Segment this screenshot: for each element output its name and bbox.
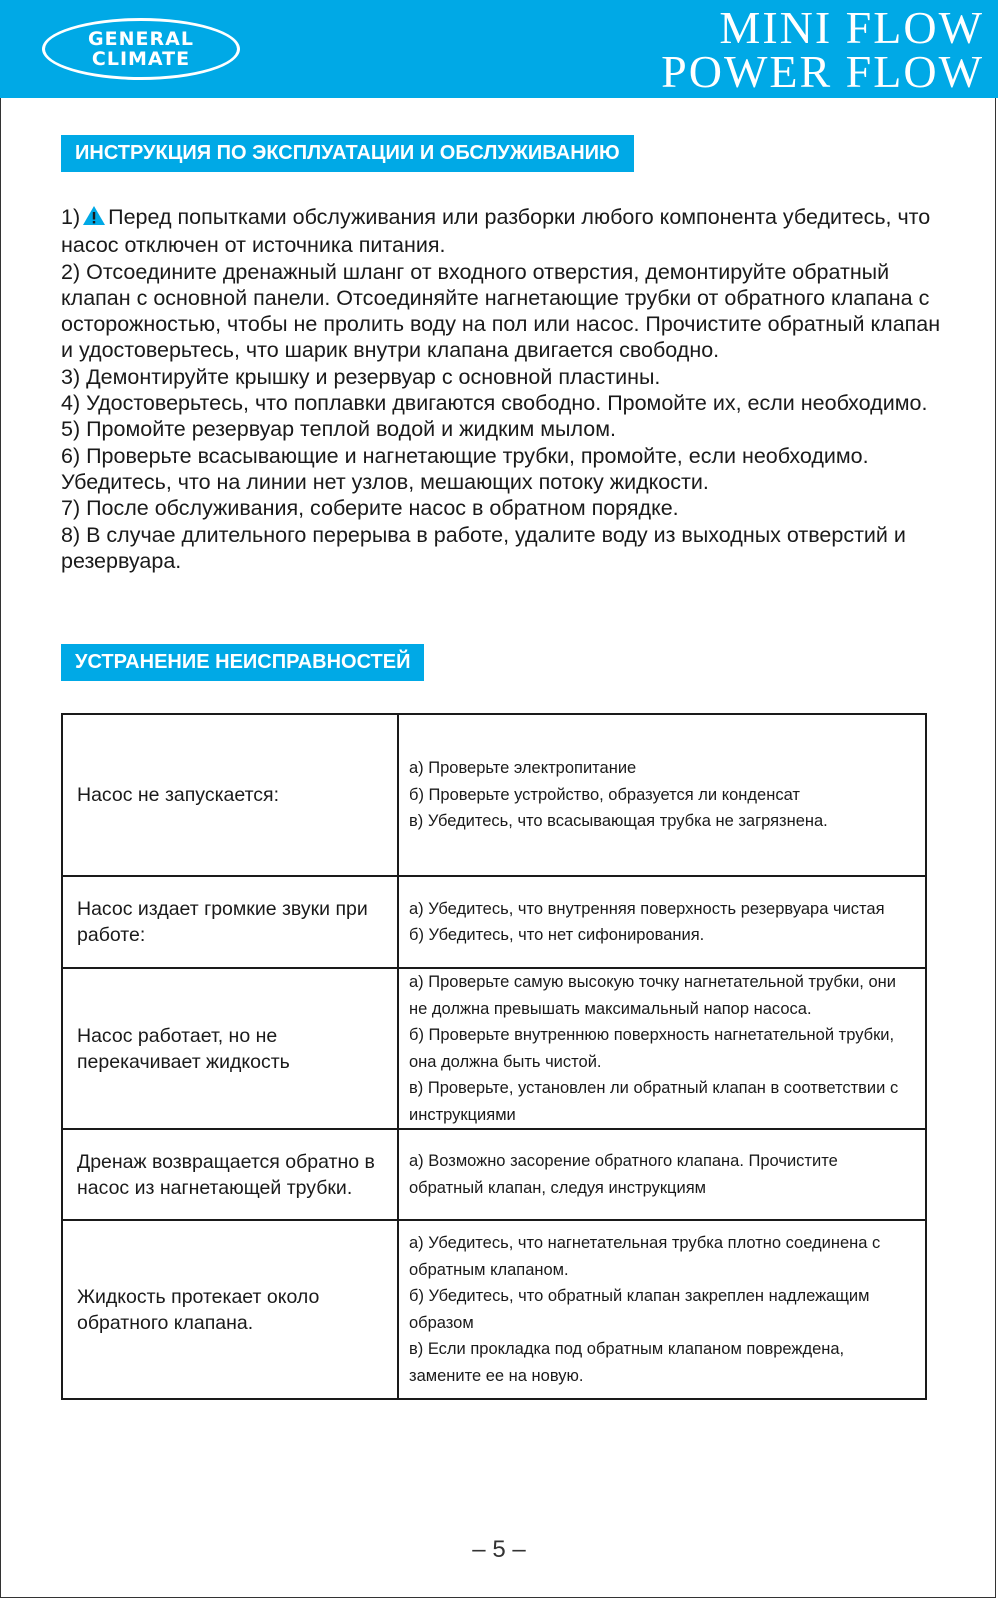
solution-cell [398,1220,926,1399]
table-row [62,1220,926,1399]
instruction-item-8: 8) В случае длительного перерыва в работе, удалите воду из выходных отверстий и резервуара. [61,522,906,573]
troubleshooting-table [61,713,927,1400]
instruction-item-2: 2) Отсоедините дренажный шланг от входного отверстия, демонтируйте обратный клапан с основной панели. Отсоединяйте нагнетающие трубки от обратного клапана с осторожностью, чтобы не пролить воду на пол или насос. Прочистите обратный клапан и удостоверьтесь, что шарик внутри клапана двигается свободно. [61,259,941,363]
product-title-line-2: POWER FLOW [661,46,984,97]
solution-line: в) Если прокладка под обратным клапаном повреждена, замените ее на новую. [409,1340,845,1385]
instructions-heading: ИНСТРУКЦИЯ ПО ЭКСПЛУАТАЦИИ И ОБСЛУЖИВАНИЮ [61,135,634,172]
instruction-item-7: 7) После обслуживания, соберите насос в обратном порядке. [61,496,679,521]
solution-line: а) Убедитесь, что внутренняя поверхность резервуара чистая [409,899,885,918]
solution-line: а) Возможно засорение обратного клапана. Прочистите обратный клапан, следуя инструкциям [409,1152,838,1197]
instructions-list [61,204,951,574]
header-bar [0,0,998,98]
solution-line: б) Убедитесь, что нет сифонирования. [409,926,705,944]
product-title [661,2,984,97]
solution-line: а) Проверьте самую высокую точку нагнетательной трубки, они не должна превышать максимальный напор насоса. [409,973,896,1018]
page-number: – 5 – [472,1536,526,1563]
problem-cell: Насос не запускается: [62,714,398,876]
solution-line: а) Убедитесь, что нагнетательная трубка плотно соединена с обратным клапаном. [409,1234,881,1279]
logo-line-1: GENERAL [88,28,194,50]
instruction-item-1: 1) Перед попытками обслуживания или разборки любого компонента убедитесь, что насос отключен от источника питания. [61,205,931,258]
table-row [62,714,926,876]
solution-line: б) Проверьте устройство, образуется ли конденсат [409,785,800,804]
instruction-item-3: 3) Демонтируйте крышку и резервуар с основной пластины. [61,364,661,389]
solution-line: б) Проверьте внутреннюю поверхность нагнетательной трубки, она должна быть чистой. [409,1026,895,1071]
table-row [62,968,926,1129]
warning-triangle-icon [82,205,106,232]
solution-cell [398,876,926,968]
instruction-item-5: 5) Промойте резервуар теплой водой и жидким мылом. [61,417,616,442]
solution-line: в) Убедитесь, что всасывающая трубка не загрязнена. [409,812,828,831]
solution-cell [398,1129,926,1220]
general-climate-logo [42,18,240,80]
logo-line-2: CLIMATE [91,48,191,70]
table-row [62,876,926,968]
table-row [62,1129,926,1220]
solution-cell [398,714,926,876]
problem-cell: Насос издает громкие звуки при работе: [62,876,398,968]
problem-cell: Дренаж возвращается обратно в насос из нагнетающей трубки. [62,1129,398,1220]
instruction-item-4: 4) Удостоверьтесь, что поплавки двигаются свободно. Промойте их, если необходимо. [61,391,928,416]
problem-cell: Насос работает, но не перекачивает жидкость [62,968,398,1129]
instruction-item-6: 6) Проверьте всасывающие и нагнетающие трубки, промойте, если необходимо. Убедитесь, что на линии нет узлов, мешающих потоку жидкости. [61,443,869,494]
solution-cell [398,968,926,1129]
solution-line: а) Проверьте электропитание [409,759,637,778]
solution-line: б) Убедитесь, что обратный клапан закреплен надлежащим образом [409,1287,870,1332]
solution-line: в) Проверьте, установлен ли обратный клапан в соответствии с инструкциями [409,1079,899,1124]
product-title-line-1: MINI FLOW [719,2,984,53]
problem-cell: Жидкость протекает около обратного клапана. [62,1220,398,1399]
troubleshooting-heading: УСТРАНЕНИЕ НЕИСПРАВНОСТЕЙ [61,644,424,681]
